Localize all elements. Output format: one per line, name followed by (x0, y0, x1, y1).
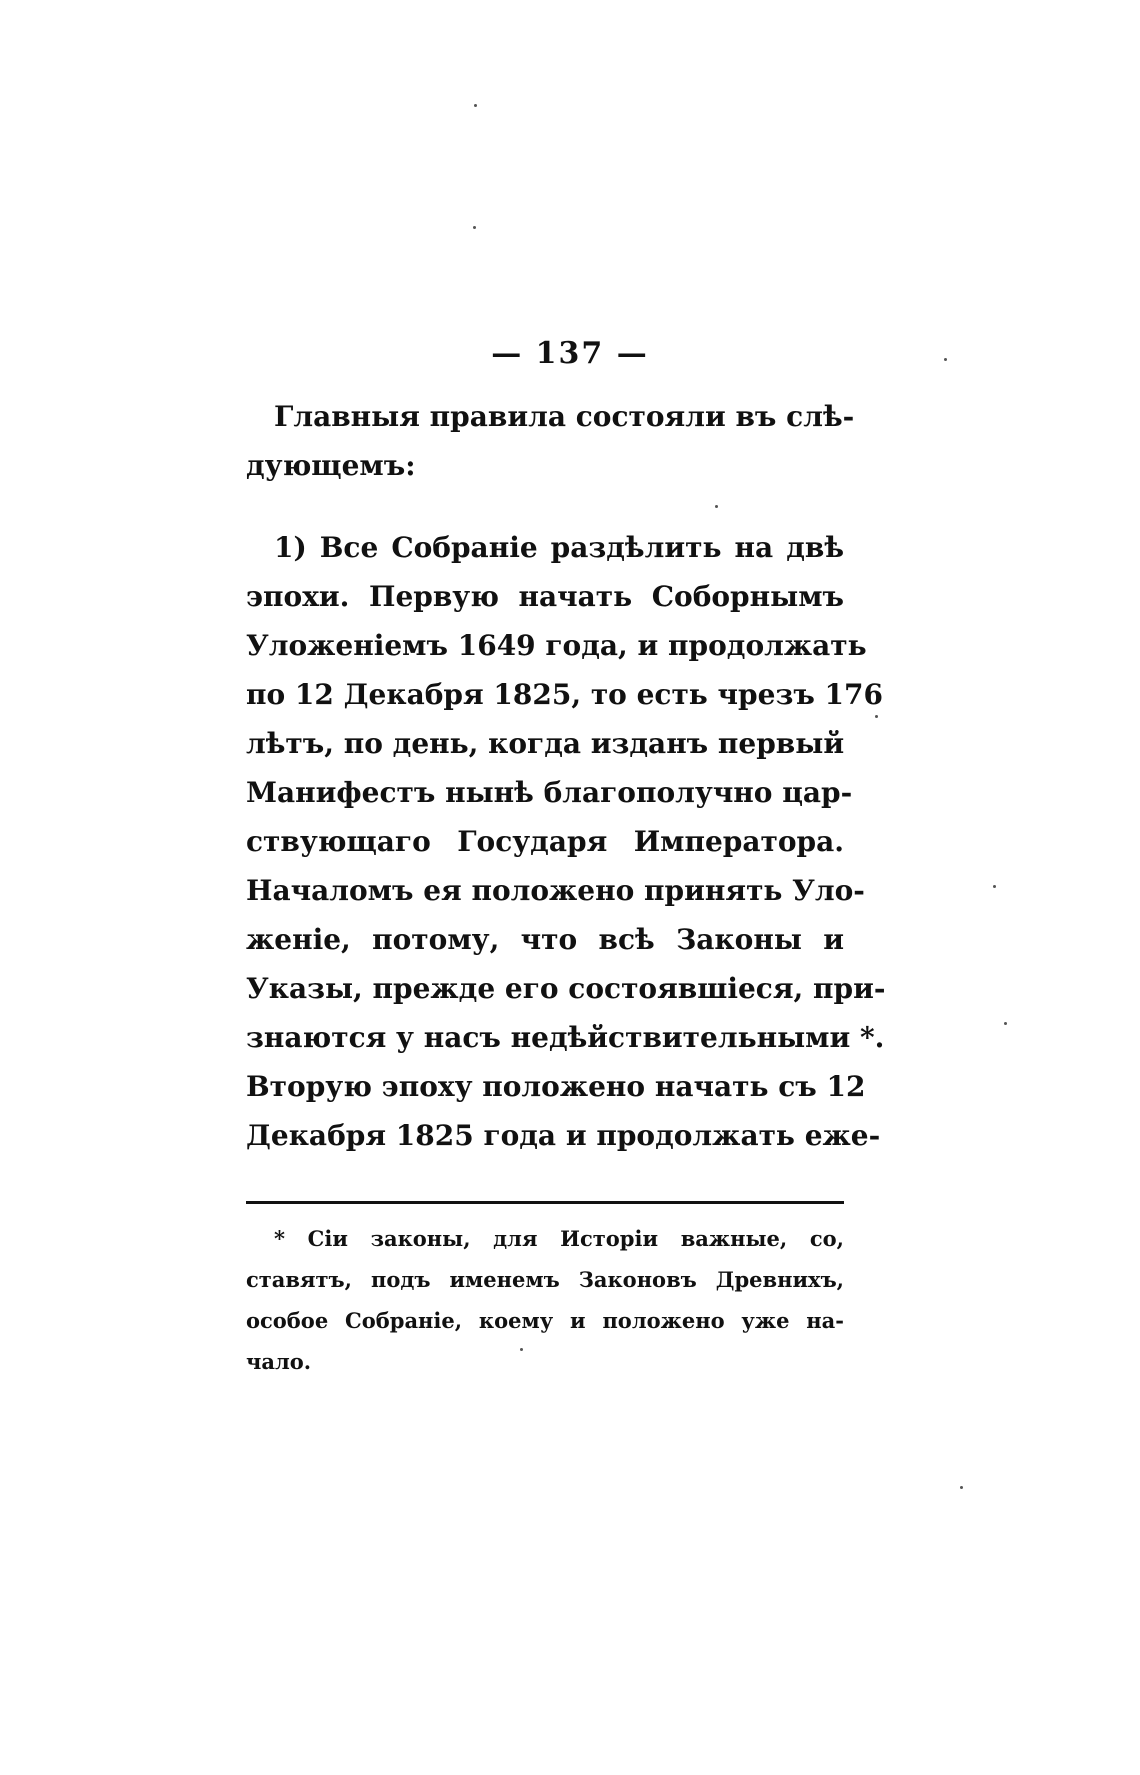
text-line: дующемъ: (246, 449, 416, 482)
text-line: Началомъ ея положено принять Уло- (246, 874, 865, 907)
text-line: Уложеніемъ 1649 года, и продолжать (246, 629, 867, 662)
text-line: лѣтъ, по день, когда изданъ первый (246, 727, 845, 760)
footnote-line: ставятъ, подъ именемъ Законовъ Древнихъ, (246, 1267, 844, 1292)
text-line: знаются у насъ недѣйствительными *. (246, 1021, 885, 1054)
scan-speck (875, 715, 878, 718)
page-number: — 137 — (491, 336, 649, 371)
scan-speck (1004, 1022, 1007, 1025)
text-line: Вторую эпоху положено начать съ 12 (246, 1070, 866, 1103)
scan-speck (473, 226, 476, 229)
text-line: Манифестъ нынѣ благополучно цар- (246, 776, 853, 809)
text-line: женіе, потому, что всѣ Законы и (246, 923, 844, 956)
scan-speck (960, 1486, 963, 1489)
footnote (246, 1218, 844, 1382)
scan-speck (993, 885, 996, 888)
text-line: Указы, прежде его состоявшіеся, при- (246, 972, 886, 1005)
footnote-line: чало. (246, 1349, 312, 1374)
text-line: Декабря 1825 года и продолжать еже- (246, 1119, 881, 1152)
text-line: ствующаго Государя Императора. (246, 825, 844, 858)
footnote-line: * Сіи законы, для Исторіи важные, со, (274, 1226, 844, 1251)
main-paragraph (246, 523, 886, 1160)
scan-speck (474, 104, 477, 107)
text-line: Главныя правила состояли въ слѣ- (274, 400, 855, 433)
scan-speck (715, 505, 718, 508)
scan-speck (944, 358, 947, 361)
scan-speck (520, 1348, 523, 1351)
footnote-divider (246, 1201, 844, 1204)
text-line: эпохи. Первую начать Соборнымъ (246, 580, 844, 613)
footnote-line: особое Собраніе, коему и положено уже на- (246, 1308, 844, 1333)
text-line: 1) Все Собраніе раздѣлить на двѣ (274, 531, 844, 564)
intro-text (246, 392, 855, 490)
text-line: по 12 Декабря 1825, то есть чрезъ 176 (246, 678, 883, 711)
